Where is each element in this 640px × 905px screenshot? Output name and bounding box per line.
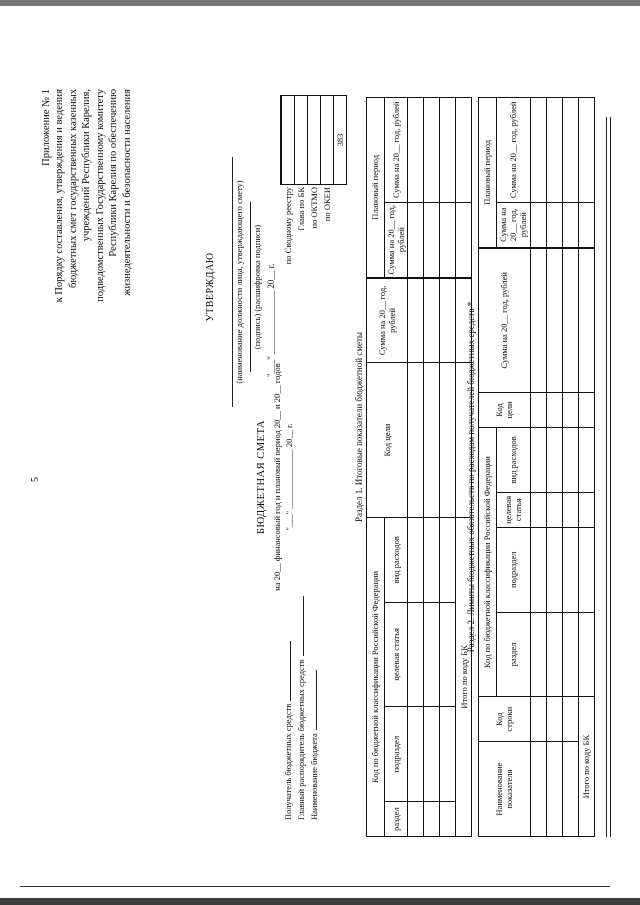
plan-amount-header: Сумма на 20__ год, рублей (497, 98, 531, 203)
page-number: 5 (30, 477, 41, 482)
signature-caption: (подпись) (расшифровка подписи) (252, 224, 262, 350)
appendix-line: Республики Карелия по обеспечению (108, 89, 120, 257)
section1-table (366, 97, 472, 837)
plan-period-header: Плановый период (479, 98, 497, 248)
total-label: Итого по коду БК (456, 517, 472, 836)
total-label: Итого по коду БК (578, 697, 594, 837)
section1-title: Раздел 1. Итоговые показатели бюджетной сметы (354, 332, 364, 522)
plan-amount-header: Сумма на 20__ год, рублей (385, 202, 408, 277)
bk-header: Код по бюджетной классификации Российской Федерации (367, 517, 385, 836)
code-cell (281, 96, 295, 185)
approval-title: УТВЕРЖДАЮ (205, 252, 216, 322)
code-label: по ОКЕИ (322, 187, 332, 222)
plan-amount-header: Сумма на 20__ год, рублей (497, 202, 531, 247)
appendix-line: к Порядку составления, утверждения и ведения (54, 89, 66, 303)
budget-estimate-form (20, 77, 620, 877)
target-code-header: Код цели (367, 363, 408, 517)
recipient-line: Получатель бюджетных средств (282, 596, 295, 820)
scan-bottom-rule (20, 886, 610, 887)
bk-header: Код по бюджетной классификации Российской Федерации (479, 427, 497, 696)
recipient-block (282, 596, 321, 820)
section2-title: Раздел 2. Лимиты бюджетных обязательств по расходам получателей бюджетных средств * (466, 301, 476, 653)
appendix-line: Приложение № 1 (41, 89, 52, 166)
target-col-header: целевая статья (497, 492, 531, 527)
section-col-header: раздел (385, 802, 408, 837)
budget-date: "___" ______________ 20__ г. (284, 423, 294, 531)
plan-period-header: Плановый период (367, 98, 385, 278)
subsection-col-header: подраздел (385, 707, 408, 802)
plan-amount-header: Сумма на 20__ год, рублей (385, 98, 408, 203)
appendix-line: подведомственных Государственному комитету (94, 89, 106, 302)
scan-edge-bottom (0, 898, 640, 905)
expense-col-header: вид расходов (385, 517, 408, 602)
table-row (530, 98, 546, 837)
appendix-line: бюджетных смет государственных казенных (67, 89, 79, 288)
table-row (546, 98, 562, 837)
total-row (578, 98, 594, 837)
official-caption: (наименование должности лица, утверждающего смету) (234, 180, 244, 384)
target-col-header: целевая статья (385, 602, 408, 707)
budget-period: на 20__ финансовый год и плановый период 20__ и 20__ годов (272, 363, 282, 591)
table-row (408, 98, 424, 837)
table-row (440, 98, 456, 837)
appendix-note (40, 89, 134, 419)
document-title: БЮДЖЕТНАЯ СМЕТА (256, 420, 267, 534)
codes-table (280, 95, 347, 185)
total-underline (606, 117, 607, 837)
code-label: по Сводному реестру (283, 187, 293, 265)
expense-col-header: вид расходов (497, 427, 531, 492)
official-line (232, 157, 233, 407)
table-row (424, 98, 440, 837)
recipient-line: Наименование бюджета (308, 596, 321, 820)
subsection-col-header: подраздел (497, 527, 531, 612)
amount-header: Сумма на 20__ год, рублей (479, 248, 531, 393)
amount-header: Сумма на 20__ год, рублей (367, 278, 408, 363)
code-cell (308, 96, 321, 185)
indicator-name-header: Наименование показателя (479, 742, 531, 837)
approval-date: "___" ______________ 20__ г. (266, 263, 276, 377)
section-col-header: раздел (497, 612, 531, 697)
target-code-header: Код цели (479, 393, 531, 428)
codes-labels (282, 187, 334, 357)
signature-line (250, 202, 251, 372)
line-code-header: Код строки (479, 697, 531, 742)
total-underline (610, 117, 611, 837)
appendix-line: жизнедеятельности и безопасности населения (121, 89, 133, 296)
code-cell (295, 96, 308, 185)
section2-table (478, 97, 595, 837)
code-label: Глава по БК (296, 187, 306, 231)
code-label: по ОКТМО (309, 187, 319, 229)
scan-edge-top (0, 0, 640, 6)
recipient-line: Главный распорядитель бюджетных средств (295, 596, 308, 820)
okei-value: 383 (334, 96, 347, 185)
appendix-line: учреждений Республики Карелия, (81, 89, 93, 242)
table-row (562, 98, 578, 837)
code-cell (321, 96, 334, 185)
